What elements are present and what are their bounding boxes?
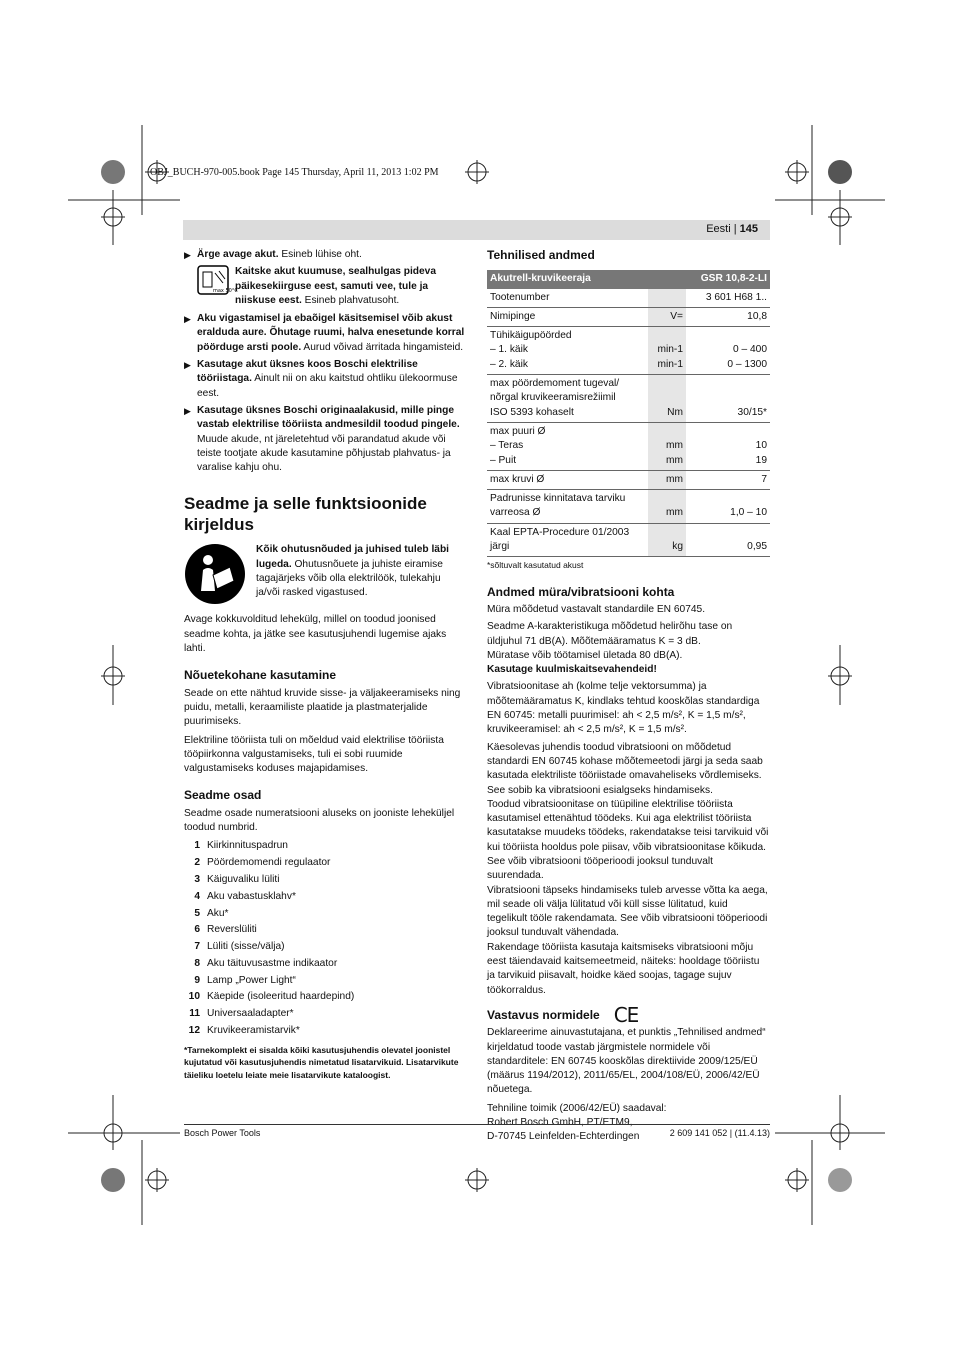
- spec-cell-unit: Nm: [648, 375, 686, 423]
- list-item: [184, 855, 466, 872]
- part-name: Kruvikeeramistarvik*: [207, 1025, 300, 1037]
- table-row: [487, 523, 770, 557]
- left-column: [184, 248, 466, 1081]
- spec-cell-unit: min-1 min-1: [648, 327, 686, 375]
- part-name: Aku*: [207, 907, 229, 919]
- spec-note: *sõltuvalt kasutatud akust: [487, 560, 584, 571]
- spec-cell-unit: mm mm: [648, 422, 686, 470]
- spec-cell-unit: [648, 289, 686, 308]
- bullet-text: Ainult nii on aku kaitstud ohtliku ülekoormuse eest.: [197, 373, 458, 399]
- part-name: Universaaladapter*: [207, 1008, 294, 1020]
- paragraph: Käesolevas juhendis toodud vibratsiooni on mõõdetud standardi EN 60745 kohase mõõtemeetodi järgi ja seda saab kasutada elektriliste tööriistade omavaheliseks võrdlemiseks. See sobib ka vibratsiooni esialgseks hindamiseks.: [487, 741, 763, 796]
- page-header-bar: [183, 220, 770, 240]
- paragraph-bold: Kasutage kuulmiskaitsevahendeid!: [487, 664, 657, 676]
- subheading: Nõuetekohane kasutamine: [184, 668, 337, 683]
- bullet-item: [184, 248, 466, 262]
- bullet-bold: Kasutage akut üksnes koos Boschi elektrilise tööriistaga.: [197, 359, 418, 385]
- part-number: 7: [194, 941, 200, 953]
- paragraph: Vibratsiooni täpseks hindamiseks tuleb arvesse võtta ka aega, mil seade oli välja lülitatud või küll sisse lülitatud, kuid tegelikult tööle rakendamata. See võib vibratsiooni tööperioodi jooksul tunduvalt vähendada.: [487, 884, 768, 939]
- table-row: [487, 470, 770, 489]
- part-number: 5: [194, 907, 200, 919]
- section-heading: Seadme ja selle funktsioonide kirjeldus: [184, 494, 427, 535]
- subheading: Seadme osad: [184, 788, 262, 803]
- spec-cell-value: 3 601 H68 1..: [686, 289, 770, 308]
- part-name: Aku täituvusastme indikaator: [207, 957, 338, 969]
- spec-table: [487, 270, 770, 557]
- page-number: 145: [739, 223, 758, 235]
- paragraph: Robert Bosch GmbH, PT/ETM9,: [487, 1117, 633, 1129]
- paragraph: Müratase võib töötamisel ületada 80 dB(A).: [487, 649, 683, 661]
- spec-cell-label: max pöördemoment tugeval/ nõrgal kruvikeeramisrežiimil ISO 5393 kohaselt: [487, 375, 648, 423]
- paragraph: Vibratsioonitase ah (kolme telje vektorsumma) ja mõõtemääramatus K, kindlaks tehtud kooskõlas standardiga EN 60745: metalli puurimisel: ah < 2,5 m/s², K = 1,5 m/s², kruvikeeramisel: ah < 2,5 m/s², K = 1,5 m/s².: [487, 681, 760, 736]
- parts-list: [184, 838, 466, 1040]
- list-item: [184, 973, 466, 990]
- spec-cell-label: max kruvi Ø: [487, 470, 648, 489]
- paragraph: Tehniline toimik (2006/42/EÜ) saadaval:: [487, 1102, 667, 1114]
- page-language: Eesti: [706, 223, 731, 235]
- table-row: [487, 327, 770, 375]
- subheading: Tehnilised andmed: [487, 248, 595, 262]
- table-row: [487, 289, 770, 308]
- paragraph: Avage kokkuvolditud lehekülg, millel on toodud joonised seadme kohta, ja jätke see kasutusjuhendi lugemise ajaks lahti.: [184, 614, 447, 655]
- paragraph: Seadme osade numeratsiooni aluseks on jooniste leheküljel toodud numbrid.: [184, 807, 455, 834]
- paragraph: D-70745 Leinfelden-Echterdingen: [487, 1131, 640, 1143]
- part-number: 12: [188, 1025, 200, 1037]
- paragraph: Deklareerime ainuvastutajana, et punktis „Tehnilised andmed“ kirjeldatud toode vastab järgmistele normidele või standarditele: EN 60745 kooskõlas direktiivide 2009/125/EÜ (määrus 1194/2012), 2011/65/EL, 2004/108/EÜ, 2006/42/EÜ nõuetega.: [487, 1027, 766, 1096]
- paragraph: Rakendage tööriista kasutaja kaitsmiseks vibratsiooni mõju eest täiendavaid kaitsemeetmeid, näiteks: hooldage tööriistu ja tarvikuid piisavalt, hoidke käed soojas, tagage sujuv töökorraldus.: [487, 941, 760, 996]
- bullet-bold: Ärge avage akut.: [197, 249, 279, 260]
- spec-cell-label: Nimipinge: [487, 307, 648, 326]
- spec-header-model: GSR 10,8-2-LI: [686, 270, 770, 288]
- spec-cell-label: Padrunisse kinnitatava tarviku varreosa Ø: [487, 490, 648, 524]
- part-number: 3: [194, 873, 200, 885]
- bullet-item: [184, 312, 466, 355]
- heat-warning-text: [235, 265, 466, 308]
- spec-cell-label: Tootenumber: [487, 289, 648, 308]
- spec-cell-value: 10,8: [686, 307, 770, 326]
- part-name: Pöördemomendi regulaator: [207, 857, 331, 869]
- table-row: [487, 307, 770, 326]
- warning-text: Esineb plahvatusoht.: [301, 294, 400, 306]
- bullet-bold: Kasutage üksnes Boschi originaalakusid, mille pinge vastab elektrilise tööriista andmesildil toodud pingele.: [197, 404, 460, 431]
- triangle-bullet-icon: ▶: [184, 250, 191, 260]
- spec-cell-value: 0,95: [686, 523, 770, 557]
- footer-left: Bosch Power Tools: [184, 1128, 261, 1138]
- footer-right: 2 609 141 052 | (11.4.13): [669, 1128, 770, 1138]
- part-number: 6: [194, 924, 200, 936]
- spec-header-row: [487, 270, 770, 288]
- heat-warning-block: [184, 265, 466, 308]
- paragraph: Seade on ette nähtud kruvide sisse- ja väljakeeramiseks ning puidu, metalli, keraamiliste plaatide ja plastmaterjalide puurimiseks.: [184, 687, 461, 728]
- spec-cell-value: 10 19: [686, 422, 770, 470]
- bullet-text: Muude akude, nt järeletehtud või parandatud akude või teiste tootjate akude kasutamine põhjustab plahvatus- ja varalise kahju ohu.: [197, 433, 451, 474]
- spec-cell-value: 0 – 400 0 – 1300: [686, 327, 770, 375]
- spec-cell-value: 1,0 – 10: [686, 490, 770, 524]
- part-number: 11: [189, 1008, 200, 1020]
- read-instructions-text: [256, 543, 466, 605]
- ce-mark: CE: [613, 1002, 639, 1027]
- list-item: [184, 889, 466, 906]
- list-item: [184, 1006, 466, 1023]
- triangle-bullet-icon: ▶: [184, 314, 191, 325]
- paragraph: Elektriline tööriista tuli on mõeldud vaid elektrilise tööriista tööpiirkonna valgustamiseks, tuli ei sobi ruumide valgustamiseks koduses majapidamises.: [184, 734, 444, 775]
- bullet-text: Aurud võivad ärritada hingamisteid.: [301, 341, 464, 353]
- spec-cell-unit: mm: [648, 470, 686, 489]
- bullet-item: [184, 404, 466, 475]
- part-number: 9: [194, 974, 200, 986]
- list-item: [184, 939, 466, 956]
- page-footer: [184, 1124, 770, 1138]
- right-column: [487, 248, 770, 1145]
- part-number: 10: [188, 991, 200, 1003]
- spec-cell-label: max puuri Ø – Teras – Puit: [487, 422, 648, 470]
- subheading: [487, 1002, 770, 1027]
- table-row: [487, 490, 770, 524]
- list-item: [184, 956, 466, 973]
- spec-header-label: Akutrell-kruvikeeraja: [487, 270, 686, 288]
- triangle-bullet-icon: ▶: [184, 360, 191, 371]
- warning-bold: Kaitske akut kuumuse, sealhulgas pideva päikesekiirguse eest, samuti vee, tule ja niiskuse eest.: [235, 266, 436, 306]
- part-name: Lüliti (sisse/välja): [207, 941, 285, 953]
- read-text: Ohutusnõuete ja juhiste eiramise tagajärjeks võib olla elektrilöök, tulekahju ja/või rasked vigastused.: [256, 558, 443, 599]
- part-name: Reverslüliti: [207, 924, 257, 936]
- page-label: Eesti | 145: [706, 223, 758, 235]
- spec-cell-value: 30/15*: [686, 375, 770, 423]
- list-item: [184, 838, 466, 855]
- list-item: [184, 1023, 466, 1040]
- part-name: Käiguvaliku lüliti: [207, 873, 280, 885]
- spec-cell-unit: kg: [648, 523, 686, 557]
- spec-cell-label: Kaal EPTA-Procedure 01/2003 järgi: [487, 523, 648, 557]
- footnote: *Tarnekomplekt ei sisalda kõiki kasutusjuhendis olevatel joonistel kujutatud või kasutusjuhendis nimetatud lisatarvikuid. Lisatarvikute täieliku loetelu leiate meie lisatarvikute kataloogist.: [184, 1044, 459, 1080]
- spec-cell-unit: mm: [648, 490, 686, 524]
- part-number: 1: [194, 840, 200, 852]
- book-header-line: OBJ_BUCH-970-005.book Page 145 Thursday, April 11, 2013 1:02 PM: [150, 167, 439, 178]
- list-item: [184, 872, 466, 889]
- list-item: [184, 906, 466, 923]
- bullet-item: [184, 358, 466, 401]
- spec-cell-value: 7: [686, 470, 770, 489]
- part-number: 2: [194, 857, 200, 869]
- table-row: [487, 375, 770, 423]
- triangle-bullet-icon: ▶: [184, 405, 191, 416]
- list-item: [184, 989, 466, 1006]
- part-name: Aku vabastusklahv*: [207, 890, 296, 902]
- norm-heading-text: Vastavus normidele: [487, 1007, 600, 1022]
- read-manual-icon: [184, 543, 246, 605]
- subheading: Andmed müra/vibratsiooni kohta: [487, 584, 675, 599]
- read-bold: Kõik ohutusnõuded ja juhised tuleb läbi lugeda.: [256, 544, 450, 570]
- part-number: 4: [194, 890, 200, 902]
- paragraph: Toodud vibratsioonitase on tüüpiline elektrilise tööriista kasutamisel ettenähtud töödeks. Kui aga elektrilist tööriista kasutatakse muudeks töödeks, rakendatakse teisi tarvikuid või kui tööriista hooldus pole piisav, võib vibratsioonitase kõikuda. See võib vibratsiooni tööperioodi jooksul tunduvalt suurendada.: [487, 798, 769, 882]
- battery-heat-icon: [197, 265, 238, 295]
- bullet-bold: Aku vigastamisel ja ebaõigel käsitsemisel võib akust eralduda aure. Õhutage ruumi, halva enesetunde korral pöörduge arsti poole.: [197, 313, 465, 353]
- icon-label: max 50°C: [213, 288, 238, 295]
- part-name: Lamp „Power Light“: [207, 974, 296, 986]
- part-number: 8: [194, 957, 200, 969]
- spec-cell-unit: V=: [648, 307, 686, 326]
- list-item: [184, 922, 466, 939]
- read-instructions-block: [184, 543, 466, 605]
- spec-cell-label: Tühikäigupöörded – 1. käik – 2. käik: [487, 327, 648, 375]
- paragraph: Seadme A-karakteristikuga mõõdetud helirõhu tase on üldjuhul 71 dB(A). Mõõtemääramatus K = 3 dB.: [487, 621, 733, 647]
- paragraph: Müra mõõdetud vastavalt standardile EN 60745.: [487, 603, 706, 615]
- bullet-text: Esineb lühise oht.: [278, 249, 362, 260]
- part-name: Käepide (isoleeritud haardepind): [207, 991, 355, 1003]
- table-row: [487, 422, 770, 470]
- part-name: Kiirkinnituspadrun: [207, 840, 288, 852]
